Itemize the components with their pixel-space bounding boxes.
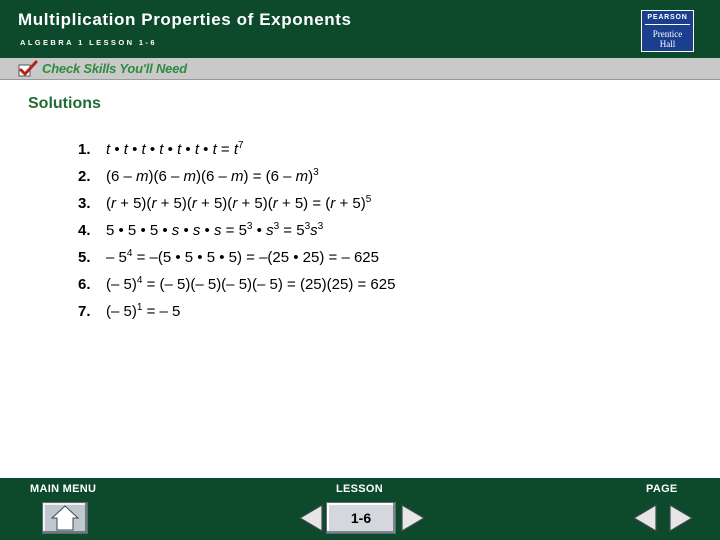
solution-number: 1. — [78, 141, 91, 158]
solution-text: (– 5)$^1$ = – 5 — [106, 302, 181, 320]
header-bar — [0, 0, 720, 58]
solution-number: 7. — [78, 303, 91, 320]
check-skills-bar — [0, 58, 720, 80]
check-mark-icon — [18, 60, 38, 78]
lesson-label: LESSON — [336, 483, 384, 495]
solution-item — [78, 303, 395, 330]
solution-number: 5. — [78, 249, 91, 266]
logo-divider — [645, 24, 690, 25]
lesson-subtitle: ALGEBRA 1 LESSON 1-6 — [20, 38, 157, 47]
logo-text-pearson: PEARSON — [647, 14, 688, 21]
logo-text-prentice: Prentice — [652, 29, 683, 39]
main-menu-button[interactable] — [42, 502, 88, 534]
solution-item — [78, 141, 395, 168]
solution-item — [78, 195, 395, 222]
solution-text: (– 5)$^4$ = (– 5)(– 5)(– 5)(– 5) = (25)(25) = 625 — [106, 275, 396, 293]
solution-item — [78, 168, 395, 195]
lesson-next-button[interactable] — [398, 502, 428, 534]
page-next-button[interactable] — [666, 502, 696, 534]
solution-number: 3. — [78, 195, 91, 212]
solution-text: – $5^4 = -(5$ • 5 • 5 • 5) = –(25 • 25) = – 625 — [106, 248, 379, 266]
pearson-logo — [641, 10, 694, 52]
page-prev-button[interactable] — [630, 502, 660, 534]
solution-item — [78, 249, 395, 276]
section-title: Solutions — [28, 95, 101, 112]
page-label: PAGE — [646, 483, 678, 495]
solution-item — [78, 276, 395, 303]
solution-item — [78, 222, 395, 249]
main-menu-label: MAIN MENU — [30, 483, 97, 495]
logo-text-hall: Hall — [659, 39, 676, 49]
check-skills-label: Check Skills You'll Need — [42, 61, 187, 76]
solution-text: 5 • 5 • 5 • s • s • $s = 5^3$ • $s^3 = 5^3s^3$ — [106, 221, 324, 239]
solution-number: 2. — [78, 168, 91, 185]
footer-bar — [0, 478, 720, 540]
lesson-prev-button[interactable] — [296, 502, 326, 534]
solutions-list — [78, 141, 395, 330]
solution-text: t • t • t • t • t • t • $t = t^7$ — [106, 140, 244, 158]
solution-number: 6. — [78, 276, 91, 293]
lesson-number-badge: 1-6 — [326, 502, 396, 534]
solution-text: $(r + 5)(r + 5)(r + 5)(r + 5)(r + 5) = (r + 5)^5$ — [106, 194, 372, 212]
solution-number: 4. — [78, 222, 91, 239]
solution-text: (6 – m)(6 – m)(6 – m) = (6 – m)$^3$ — [106, 167, 319, 185]
home-icon — [43, 503, 87, 533]
page-title: Multiplication Properties of Exponents — [18, 10, 352, 29]
